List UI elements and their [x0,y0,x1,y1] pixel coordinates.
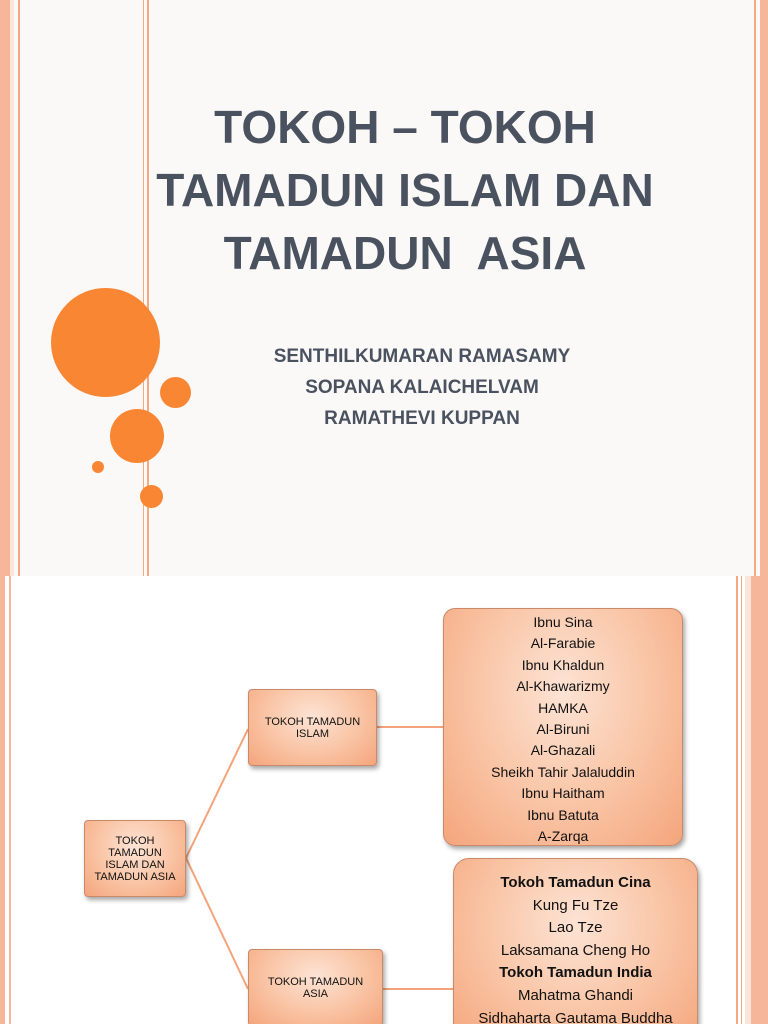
list-item: Ibnu Khaldun [521,656,605,673]
list-heading: Tokoh Tamadun India [499,964,652,982]
left-stripe-line [18,0,20,576]
list-item: Mahatma Ghandi [517,986,634,1004]
list-item: Kung Fu Tze [532,896,619,914]
right-stripe-band [760,0,768,576]
title-line: TAMADUN ISLAM DAN [156,164,654,216]
title-line: TOKOH – TOKOH [214,101,596,153]
list-item: Al-Khawarizmy [516,678,610,695]
connector-root-asia [186,858,248,989]
node-label-line: TOKOH TAMADUN [267,975,364,988]
list-item: Al-Ghazali [530,742,596,759]
branch-node-asia [248,949,383,1024]
root-node [84,820,186,897]
node-label-line: ISLAM DAN [105,858,165,871]
author-list [250,341,594,434]
decorative-circle-large [51,288,160,397]
list-item: Al-Farabie [530,635,596,652]
decorative-circle [140,485,163,508]
list-item: Ibnu Sina [533,614,593,630]
diagram-slide [0,576,768,1024]
islam-figures-list [443,608,683,846]
node-label-line: TAMADUN ASIA [94,870,176,883]
decorative-circle [92,461,104,473]
slide-title [110,96,700,285]
node-label-line: ISLAM [295,727,329,740]
title-line: TAMADUN ASIA [223,227,587,279]
node-label-line: ASIA [302,987,329,1000]
node-label-line: TAMADUN [108,846,162,859]
list-item: Lao Tze [548,919,603,937]
decorative-circle [160,377,191,408]
list-item: Al-Biruni [536,721,590,738]
right-stripe-line [754,0,756,576]
list-item: Ibnu Haitham [521,785,605,802]
node-label-line: TOKOH TAMADUN [264,715,361,728]
list-item: Laksamana Cheng Ho [500,941,651,959]
left-stripe-band [0,0,10,576]
list-item: Ibnu Batuta [527,806,599,823]
left-stripe-inner [10,0,14,576]
node-label-line: TOKOH [115,834,155,847]
author-name: SENTHILKUMARAN RAMASAMY [273,346,571,367]
author-name: RAMATHEVI KUPPAN [324,408,520,429]
list-item: Sheikh Tahir Jalaluddin [491,763,635,780]
branch-node-islam [248,689,377,766]
connector-root-islam [186,729,248,858]
list-item: A-Zarqa [537,828,589,845]
list-heading: Tokoh Tamadun Cina [500,874,651,891]
list-item: Sidhaharta Gautama Buddha [478,1009,673,1024]
asia-figures-list [453,858,698,1024]
decorative-circle [110,409,164,463]
list-item: HAMKA [538,699,588,716]
author-name: SOPANA KALAICHELVAM [305,377,539,398]
